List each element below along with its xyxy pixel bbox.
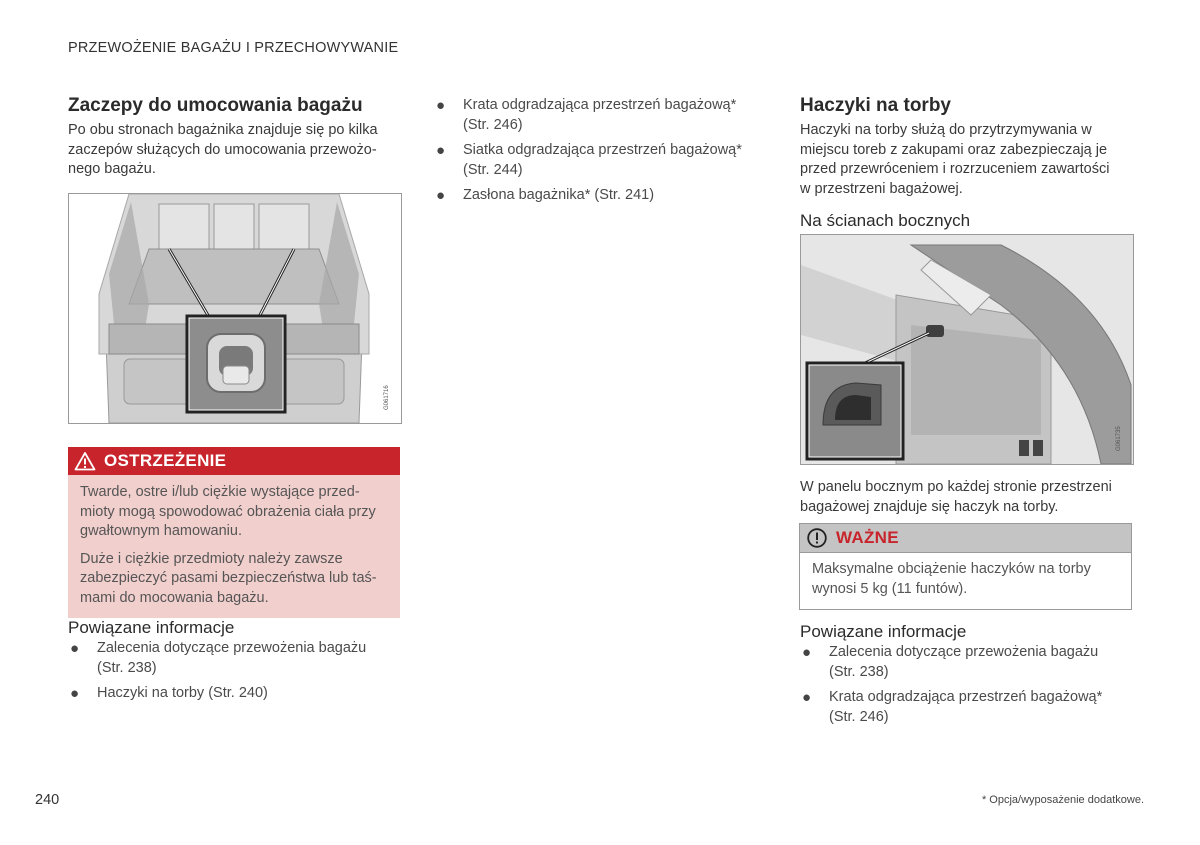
bullet-icon: ● (70, 640, 80, 657)
warning-paragraph-2 (80, 550, 384, 609)
warning-body (68, 475, 400, 618)
warning-box (68, 447, 400, 618)
related-info-list (68, 639, 403, 710)
related-link-cargo-grille[interactable] (800, 688, 1135, 727)
link-text: Zalecenia dotyczące przewożenia bagażu (829, 644, 1099, 660)
warning-line: Twarde, ostre i/lub ciężkie wystające przed- (80, 484, 360, 500)
running-header: PRZEWOŻENIE BAGAŻU I PRZECHOWYWANIE (68, 40, 399, 56)
intro-line: zaczepów służących do umocowania przewożo- (68, 141, 377, 158)
related-link-bag-hooks[interactable] (68, 684, 403, 704)
link-page: (Str. 246) (829, 708, 889, 725)
intro-line: przed przewróceniem i rozrzuceniem zawartości (800, 161, 1110, 177)
cargo-area-illustration (68, 193, 402, 424)
warning-line: mioty mogą spowodować obrażenia ciała przy (80, 503, 376, 520)
page-number: 240 (35, 792, 60, 808)
figure-code: G061735 (1116, 426, 1122, 451)
warning-triangle-icon (74, 451, 96, 471)
section-heading-cargo-eyelets: Zaczepy do umocowania bagażu (68, 95, 363, 116)
cargo-eyelet-drawing (69, 194, 401, 423)
related-info-heading: Powiązane informacje (68, 618, 235, 637)
related-link-cargo-net[interactable] (434, 141, 769, 180)
subheading-side-walls: Na ścianach bocznych (800, 211, 971, 230)
related-info-heading: Powiązane informacje (800, 622, 967, 641)
link-page: (Str. 244) (463, 161, 523, 178)
bullet-icon: ● (436, 142, 446, 159)
important-title: WAŻNE (836, 528, 899, 547)
caption-line: bagażowej znajduje się haczyk na torby. (800, 498, 1059, 515)
footnote-optional: * Opcja/wyposażenie dodatkowe. (981, 794, 1144, 806)
related-link-loading-recommendations[interactable] (68, 639, 403, 678)
link-text: Zasłona bagażnika* (Str. 241) (463, 187, 655, 203)
figure-code: G061716 (384, 385, 390, 410)
intro-line: Haczyki na torby służą do przytrzymywania w (800, 122, 1092, 138)
related-link-cargo-cover[interactable] (434, 186, 769, 206)
link-page: (Str. 238) (97, 659, 157, 676)
link-text: Zalecenia dotyczące przewożenia bagażu (97, 640, 367, 656)
important-line: wynosi 5 kg (11 funtów). (812, 580, 968, 597)
link-text: Siatka odgradzająca przestrzeń bagażową* (463, 142, 742, 158)
warning-header (68, 447, 400, 475)
bullet-icon: ● (70, 685, 80, 702)
related-info-list (800, 643, 1135, 733)
link-text: Haczyki na torby (Str. 240) (97, 685, 268, 701)
section-heading-bag-hooks: Haczyki na torby (800, 95, 951, 116)
warning-line: zabezpieczyć pasami bezpieczeństwa lub taś- (80, 570, 377, 586)
accessory-list (434, 96, 769, 212)
important-body (799, 552, 1132, 610)
intro-line: miejscu toreb z zakupami oraz zabezpieczają je (800, 141, 1108, 158)
intro-line: w przestrzeni bagażowej. (800, 180, 963, 197)
exclamation-circle-icon (806, 527, 828, 549)
caption-line: W panelu bocznym po każdej stronie przestrzeni (800, 479, 1112, 495)
link-page: (Str. 246) (463, 116, 523, 133)
bullet-icon: ● (436, 97, 446, 114)
bullet-icon: ● (802, 644, 812, 661)
related-link-cargo-grille[interactable] (434, 96, 769, 135)
side-panel-caption (800, 478, 1140, 517)
warning-title: OSTRZEŻENIE (104, 451, 227, 470)
warning-paragraph-1 (80, 483, 384, 542)
important-line: Maksymalne obciążenie haczyków na torby (812, 561, 1091, 577)
important-text (812, 560, 1119, 599)
intro-line: nego bagażu. (68, 161, 156, 177)
bullet-icon: ● (436, 187, 446, 204)
link-text: Krata odgradzająca przestrzeń bagażową* (829, 689, 1103, 705)
intro-line: Po obu stronach bagażnika znajduje się po kilka (68, 122, 378, 138)
important-box (799, 523, 1132, 610)
related-link-loading-recommendations[interactable] (800, 643, 1135, 682)
link-text: Krata odgradzająca przestrzeń bagażową* (463, 97, 737, 113)
bullet-icon: ● (802, 689, 812, 706)
cargo-eyelets-intro (68, 121, 408, 180)
link-page: (Str. 238) (829, 663, 889, 680)
side-panel-illustration (800, 234, 1134, 465)
warning-line: gwałtownym hamowaniu. (80, 523, 242, 539)
bag-hook-drawing (801, 235, 1133, 464)
bag-hooks-intro (800, 121, 1140, 199)
warning-line: Duże i ciężkie przedmioty należy zawsze (80, 550, 343, 567)
important-header (799, 523, 1132, 552)
warning-line: mami do mocowania bagażu. (80, 589, 269, 606)
